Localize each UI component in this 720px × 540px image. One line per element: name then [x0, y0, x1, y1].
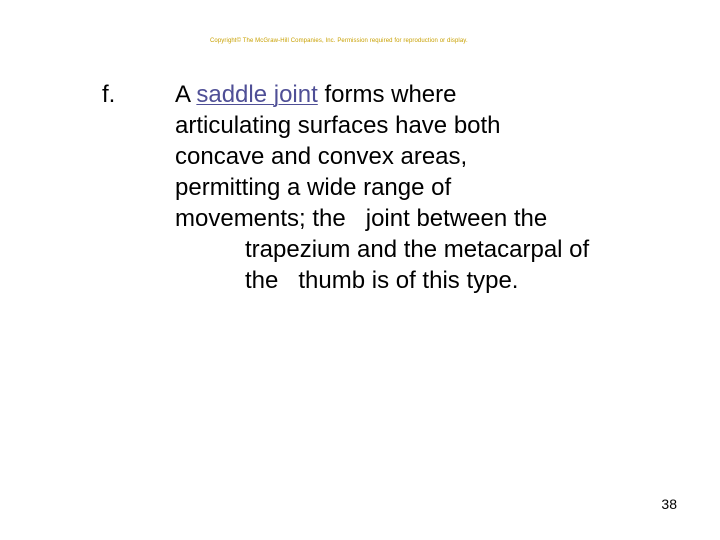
text-segment: A	[175, 81, 197, 108]
text-line-4: permitting a wide range of	[175, 174, 452, 201]
text-line-6: trapezium and the metacarpal of	[245, 236, 590, 263]
text-line-1	[175, 79, 695, 110]
text-line-7: the thumb is of this type.	[245, 267, 519, 294]
page-number: 38	[661, 496, 677, 512]
text-segment: forms where	[317, 81, 457, 108]
list-item-marker: f.	[102, 81, 116, 108]
text-line-3: concave and convex areas,	[175, 143, 468, 170]
body-paragraph	[175, 79, 695, 296]
saddle-joint-link[interactable]: saddle joint	[196, 81, 318, 108]
copyright-notice: Copyright© The McGraw-Hill Companies, Inc. Permission required for reproduction or display.	[210, 38, 468, 44]
text-line-2: articulating surfaces have both	[175, 112, 501, 139]
text-line-5: movements; the joint between the	[175, 205, 548, 232]
